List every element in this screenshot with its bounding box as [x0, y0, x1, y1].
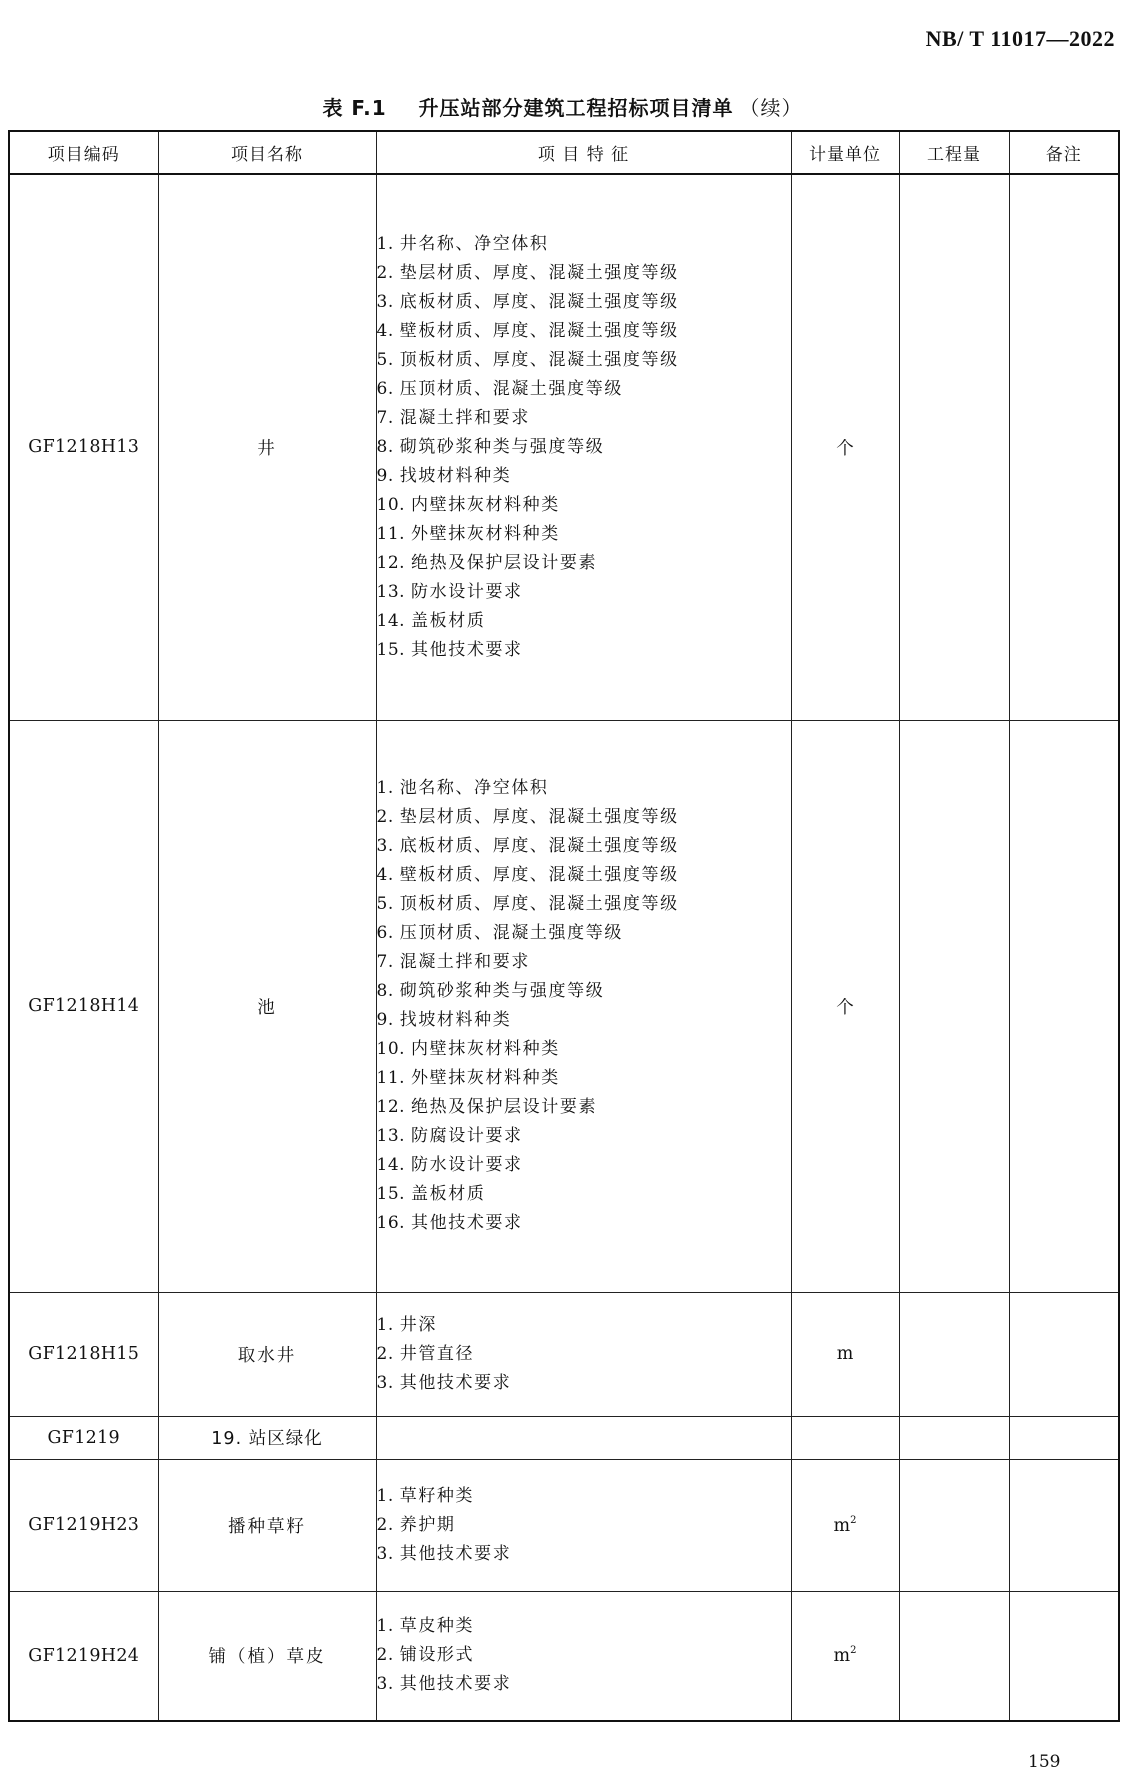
feature-item: 9. 找坡材料种类	[376, 465, 512, 486]
table-title-suffix: （续）	[739, 96, 803, 120]
feature-item: 5. 顶板材质、厚度、混凝土强度等级	[376, 894, 679, 914]
feature-item: 1. 草皮种类	[376, 1616, 475, 1637]
feature-list	[377, 774, 791, 1238]
item-quantity	[899, 1292, 1009, 1416]
feature-item: 8. 砌筑砂浆种类与强度等级	[376, 981, 605, 1001]
feature-item: 6. 压顶材质、混凝土强度等级	[376, 378, 623, 399]
item-quantity	[899, 1591, 1009, 1721]
standard-code: NB/ T 11017—2022	[925, 26, 1115, 51]
feature-item: 3. 其他技术要求	[376, 1674, 512, 1695]
item-remark	[1009, 1416, 1119, 1459]
feature-item: 13. 防水设计要求	[376, 581, 523, 602]
feature-item: 14. 防水设计要求	[376, 1155, 523, 1175]
column-header-unit: 计量单位	[791, 131, 899, 174]
item-name: 池	[158, 720, 376, 1292]
feature-list	[377, 1612, 791, 1699]
feature-item: 15. 盖板材质	[376, 1184, 486, 1204]
feature-list	[377, 1311, 791, 1398]
feature-item: 12. 绝热及保护层设计要素	[376, 1097, 598, 1117]
item-features	[376, 1459, 791, 1591]
feature-item: 2. 垫层材质、厚度、混凝土强度等级	[376, 262, 679, 283]
item-name: 取水井	[158, 1292, 376, 1416]
feature-item: 7. 混凝土拌和要求	[376, 952, 530, 972]
table-row	[9, 720, 1119, 1292]
feature-list	[377, 1482, 791, 1569]
feature-item: 8. 砌筑砂浆种类与强度等级	[376, 436, 605, 457]
item-remark	[1009, 1591, 1119, 1721]
item-unit	[791, 1416, 899, 1459]
item-unit: $m^2$	[791, 1591, 899, 1721]
table-header-row	[9, 131, 1119, 174]
feature-item: 3. 其他技术要求	[376, 1372, 512, 1393]
feature-item: 10. 内壁抹灰材料种类	[376, 494, 560, 515]
column-header-remark: 备注	[1009, 131, 1119, 174]
item-features	[376, 1292, 791, 1416]
feature-item: 2. 养护期	[376, 1514, 456, 1535]
table-row	[9, 1459, 1119, 1591]
item-code: GF1219H23	[9, 1459, 158, 1591]
item-name: 井	[158, 174, 376, 720]
table-row-section	[9, 1416, 1119, 1459]
feature-item: 11. 外壁抹灰材料种类	[376, 523, 560, 544]
feature-item: 5. 顶板材质、厚度、混凝土强度等级	[376, 349, 679, 370]
column-header-features: 项 目 特 征	[376, 131, 791, 174]
item-features	[376, 1591, 791, 1721]
item-name: 播种草籽	[158, 1459, 376, 1591]
feature-item: 12. 绝热及保护层设计要素	[376, 552, 598, 573]
column-header-quantity: 工程量	[899, 131, 1009, 174]
item-quantity	[899, 720, 1009, 1292]
item-unit: $m^2$	[791, 1459, 899, 1591]
feature-item: 11. 外壁抹灰材料种类	[376, 1068, 560, 1088]
item-quantity	[899, 1416, 1009, 1459]
column-header-name: 项目名称	[158, 131, 376, 174]
item-quantity	[899, 174, 1009, 720]
feature-item: 1. 井名称、净空体积	[376, 233, 549, 254]
item-features	[376, 720, 791, 1292]
feature-item: 4. 壁板材质、厚度、混凝土强度等级	[376, 320, 679, 341]
table-title-label: 表 F.1	[322, 96, 387, 120]
item-remark	[1009, 1292, 1119, 1416]
feature-item: 13. 防腐设计要求	[376, 1126, 523, 1146]
page-number: 159	[1028, 1752, 1061, 1772]
feature-item: 1. 井深	[376, 1314, 437, 1335]
feature-item: 3. 底板材质、厚度、混凝土强度等级	[376, 291, 679, 312]
feature-item: 1. 草籽种类	[376, 1485, 475, 1506]
feature-item: 1. 池名称、净空体积	[376, 778, 549, 798]
item-features	[376, 174, 791, 720]
feature-item: 4. 壁板材质、厚度、混凝土强度等级	[376, 865, 679, 885]
table-title-text: 升压站部分建筑工程招标项目清单	[418, 96, 734, 120]
table-row	[9, 1591, 1119, 1721]
table-row	[9, 174, 1119, 720]
feature-item: 6. 压顶材质、混凝土强度等级	[376, 923, 623, 943]
item-features	[376, 1416, 791, 1459]
bill-of-quantities-table	[8, 130, 1120, 1722]
feature-item: 2. 井管直径	[376, 1343, 475, 1364]
item-quantity	[899, 1459, 1009, 1591]
feature-item: 2. 垫层材质、厚度、混凝土强度等级	[376, 807, 679, 827]
feature-item: 7. 混凝土拌和要求	[376, 407, 530, 428]
item-code: GF1218H15	[9, 1292, 158, 1416]
feature-item: 9. 找坡材料种类	[376, 1010, 512, 1030]
item-code: GF1219H24	[9, 1591, 158, 1721]
table-title	[0, 92, 1125, 121]
feature-item: 14. 盖板材质	[376, 610, 486, 631]
feature-item: 15. 其他技术要求	[376, 639, 523, 660]
feature-item: 3. 其他技术要求	[376, 1543, 512, 1564]
feature-item: 16. 其他技术要求	[376, 1213, 523, 1233]
feature-item: 3. 底板材质、厚度、混凝土强度等级	[376, 836, 679, 856]
item-name: 19. 站区绿化	[158, 1416, 376, 1459]
item-remark	[1009, 720, 1119, 1292]
item-remark	[1009, 174, 1119, 720]
feature-item: 10. 内壁抹灰材料种类	[376, 1039, 560, 1059]
column-header-code: 项目编码	[9, 131, 158, 174]
item-name: 铺（植）草皮	[158, 1591, 376, 1721]
feature-item: 2. 铺设形式	[376, 1645, 475, 1666]
feature-list	[377, 230, 791, 665]
item-remark	[1009, 1459, 1119, 1591]
item-code: GF1218H13	[9, 174, 158, 720]
item-unit: m	[791, 1292, 899, 1416]
item-code: GF1218H14	[9, 720, 158, 1292]
table-row	[9, 1292, 1119, 1416]
item-code: GF1219	[9, 1416, 158, 1459]
item-unit: 个	[791, 174, 899, 720]
item-unit: 个	[791, 720, 899, 1292]
